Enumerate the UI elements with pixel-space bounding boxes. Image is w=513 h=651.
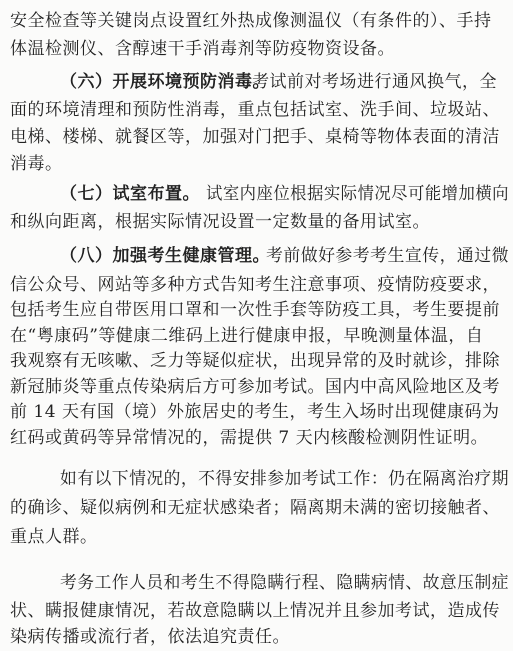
- liability-text-line-2: 状、瞒报健康情况，若故意隐瞒以上情况并且参加考试，造成传: [10, 601, 500, 621]
- section-6-heading: （六）开展环境预防消毒。: [60, 72, 270, 92]
- section-6-text-line-2: 面的环境清理和预防性消毒，重点包括试室、洗手间、垃圾站、: [10, 100, 500, 120]
- section-8-text-line-1: 考前做好参考考生宣传，通过微: [266, 246, 509, 266]
- section-6-text-line-4: 消毒。: [10, 154, 63, 174]
- section-7-text-line-1: 试室内座位根据实际情况尽可能增加横向: [206, 184, 509, 204]
- liability-text-line-1: 考务工作人员和考生不得隐瞒行程、隐瞒病情、故意压制症: [60, 573, 509, 593]
- section-8-heading: （八）加强考生健康管理。: [60, 246, 270, 266]
- body-text-line-2: 体温检测仪、含醇速干手消毒剂等防疫物资设备。: [10, 39, 395, 59]
- section-6-text-line-3: 电梯、楼梯、就餐区等，加强对门把手、桌椅等物体表面的清洁: [10, 127, 500, 147]
- section-7-heading: （七）试室布置。: [60, 184, 200, 204]
- section-8-text-line-6: 新冠肺炎等重点传染病后方可参加考试。国内中高风险地区及考: [10, 377, 500, 397]
- section-8-text-line-8: 红码或黄码等异常情况的，需提供 7 天内核酸检测阴性证明。: [10, 428, 489, 448]
- section-8-text-line-2: 信公众号、网站等多种方式告知考生注意事项、疫情防疫要求，: [10, 275, 500, 295]
- body-text-line-1: 安全检查等关键岗点设置红外热成像测温仪（有条件的）、手持: [10, 11, 492, 31]
- exclusion-text-line-2: 的确诊、疑似病例和无症状感染者；隔离期未满的密切接触者、: [10, 498, 500, 518]
- section-6-text-line-1: 考试前对考场进行通风换气，全: [252, 72, 497, 92]
- liability-text-line-3: 染病传播或流行者，依法追究责任。: [10, 627, 290, 647]
- section-8-text-line-7: 前 14 天有国（境）外旅居史的考生，考生入场时出现健康码为: [10, 402, 500, 422]
- exclusion-text-line-3: 重点人群。: [10, 527, 98, 547]
- section-8-text-line-3: 包括考生应自带医用口罩和一次性手套等防疫工具，考生要提前: [10, 300, 500, 320]
- section-7-text-line-2: 和纵向距离，根据实际情况设置一定数量的备用试室。: [10, 212, 430, 232]
- exclusion-text-line-1: 如有以下情况的，不得安排参加考试工作：仍在隔离治疗期: [60, 469, 509, 489]
- section-8-text-line-4: 在“粤康码”等健康二维码上进行健康申报，早晚测量体温，自: [10, 326, 484, 346]
- section-8-text-line-5: 我观察有无咳嗽、乏力等疑似症状，出现异常的及时就诊，排除: [10, 351, 500, 371]
